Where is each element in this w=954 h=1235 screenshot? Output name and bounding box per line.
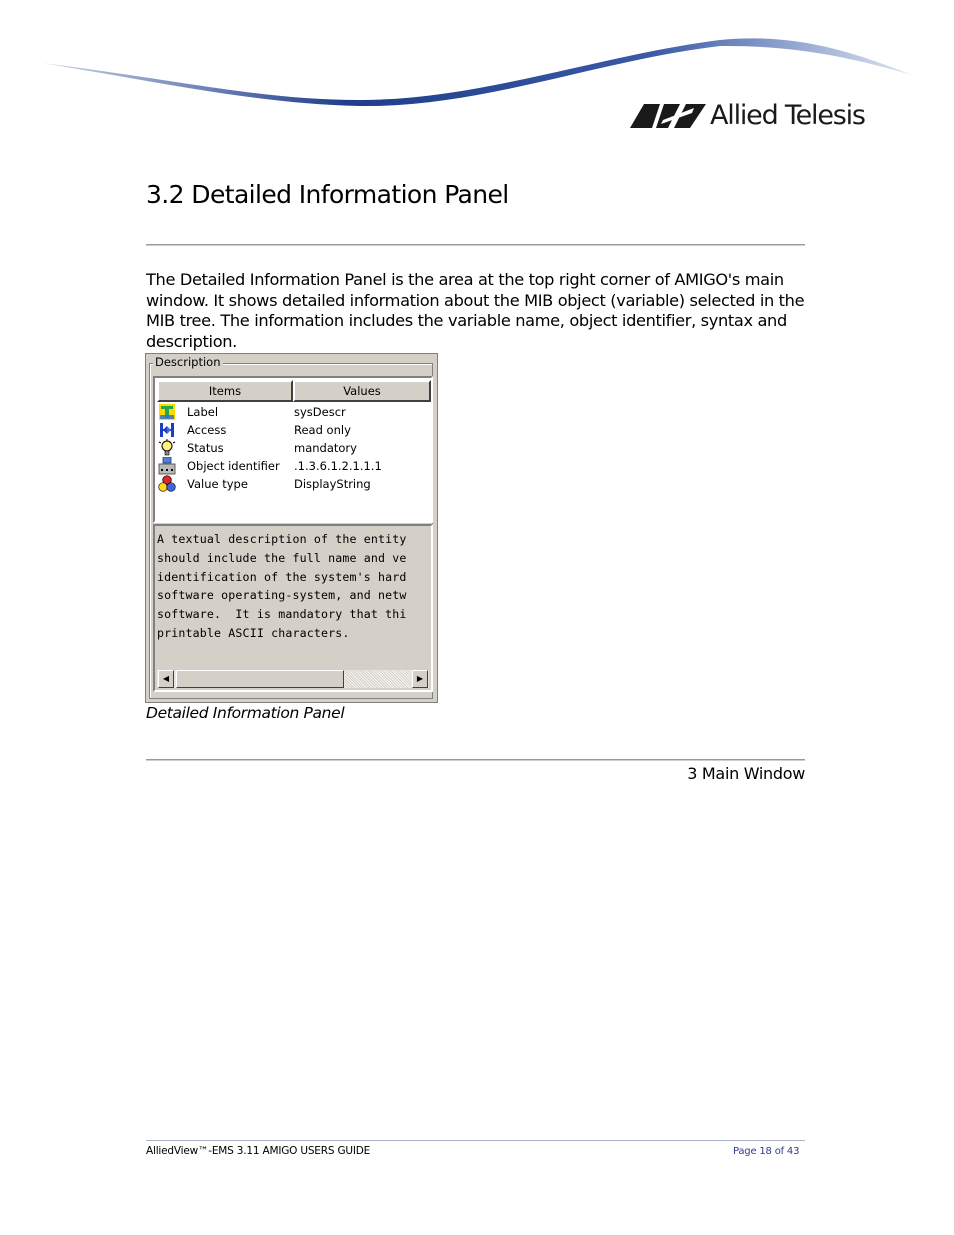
status-bulb-icon — [158, 439, 176, 457]
row-item-status: Status — [187, 441, 224, 455]
logo-wordmark: Allied Telesis — [710, 100, 865, 131]
details-list[interactable] — [153, 376, 433, 523]
list-row[interactable] — [157, 403, 429, 421]
row-value: .1.3.6.1.2.1.1.1 — [294, 459, 382, 473]
row-value: Read only — [294, 423, 351, 437]
row-value: DisplayString — [294, 477, 371, 491]
column-header-items[interactable]: Items — [157, 380, 293, 402]
list-header — [157, 380, 431, 402]
row-value: sysDescr — [294, 405, 346, 419]
footer-divider — [146, 1140, 805, 1141]
row-item-object-identifier: Object identifier — [187, 459, 280, 473]
figure-caption: Detailed Information Panel — [146, 704, 345, 722]
row-item-access: Access — [187, 423, 227, 437]
label-icon — [158, 403, 176, 421]
list-row[interactable] — [157, 475, 429, 493]
section-title: 3.2 Detailed Information Panel — [146, 180, 509, 209]
list-row[interactable] — [157, 457, 429, 475]
chapter-link: 3 Main Window — [687, 764, 805, 783]
description-text-area[interactable] — [153, 524, 433, 692]
detailed-information-panel — [145, 353, 438, 703]
object-identifier-icon — [158, 457, 176, 475]
row-item-value-type: Value type — [187, 477, 248, 491]
column-header-values[interactable]: Values — [293, 380, 431, 402]
list-row[interactable] — [157, 439, 429, 457]
access-arrows-icon — [158, 421, 176, 439]
description-text: A textual description of the entity should include the full name and ve identification of the system's hard software operating-system, and netw software. It is mandatory that thi printable ASCII characters. — [157, 532, 407, 640]
allied-telesis-logo — [630, 100, 870, 134]
horizontal-scrollbar[interactable] — [157, 670, 429, 688]
row-item-label: Label — [187, 405, 219, 419]
scrollbar-track[interactable] — [345, 670, 411, 688]
section-divider — [146, 244, 805, 246]
scrollbar-thumb[interactable] — [176, 670, 344, 688]
footer-page-number: Page 18 of 43 — [733, 1146, 800, 1157]
intro-paragraph: The Detailed Information Panel is the area at the top right corner of AMIGO's main window. It shows detailed information about the MIB object (variable) selected in the MIB tree. The information includes the variable name, object identifier, syntax and description. — [146, 270, 805, 351]
value-type-circles-icon — [158, 475, 176, 493]
chapter-divider — [146, 759, 805, 761]
scroll-right-arrow-icon[interactable]: ▶ — [412, 670, 428, 688]
footer-doc-title: AlliedView™-EMS 3.11 AMIGO USERS GUIDE — [146, 1145, 371, 1157]
allied-telesis-logo-mark-icon — [630, 104, 706, 128]
row-value: mandatory — [294, 441, 357, 455]
scroll-left-arrow-icon[interactable]: ◀ — [158, 670, 174, 688]
list-row[interactable] — [157, 421, 429, 439]
description-group-label: Description — [155, 355, 221, 369]
